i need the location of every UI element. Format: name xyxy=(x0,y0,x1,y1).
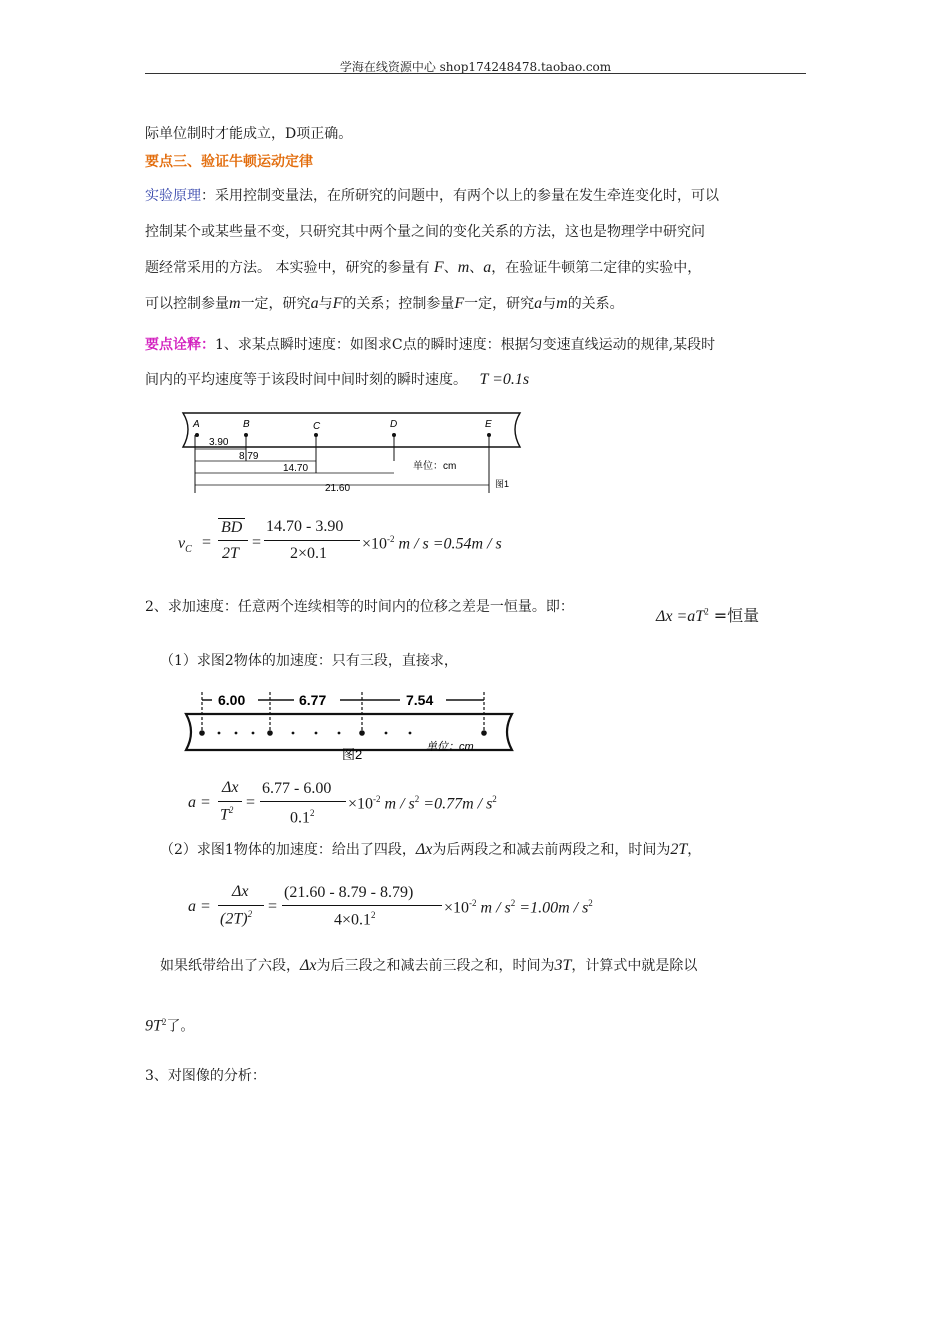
fraction-bar xyxy=(218,905,264,906)
eq-vc-frac1-den: 2T xyxy=(222,545,239,562)
intro-line: 际单位制时才能成立，D项正确。 xyxy=(145,126,353,142)
figure-2-caption: 图2 xyxy=(342,747,363,760)
principle-line-1: 实验原理：采用控制变量法，在所研究的问题中，有两个以上的参量在发生牵连变化时，可以 xyxy=(145,188,719,204)
eq-a1-den1: $T^2$ xyxy=(220,805,234,824)
fraction-bar xyxy=(218,540,248,541)
eq-vc-frac1-num: BD xyxy=(218,518,245,537)
eq-a1-lhs: a = xyxy=(188,794,211,811)
label-b: B xyxy=(243,419,250,430)
six-segments-line-2: $9T^2$了。 xyxy=(145,1017,195,1035)
label-c: C xyxy=(313,421,321,432)
page-header: 学海在线资源中心 shop174248478.taobao.com xyxy=(339,60,612,74)
principle-line-3: 题经常采用的方法。 本实验中，研究的参量有 F、m、a，在验证牛顿第二定律的实验中， xyxy=(145,259,702,276)
eq-a2-num1: Δx xyxy=(232,883,249,900)
principle-label: 实验原理 xyxy=(145,188,201,204)
eq-vc-lhs: $v_C$ xyxy=(178,535,192,556)
period-value: T =0.1s xyxy=(479,371,530,388)
label-d: D xyxy=(390,419,398,430)
explain-line-1: 要点诠释：1、求某点瞬时速度：如图求C点的瞬时速度：根据匀变速直线运动的规律,某段时 xyxy=(145,337,716,353)
label-e: E xyxy=(485,419,492,430)
eq-a2-num2: (21.60 - 8.79 - 8.79) xyxy=(284,884,414,901)
eq-a2-equals: = xyxy=(268,898,278,915)
eq-a1-num2: 6.77 - 6.00 xyxy=(262,780,332,797)
eq-vc-frac2-den: 2×0.1 xyxy=(290,545,328,562)
label-a: A xyxy=(193,419,200,430)
fraction-bar xyxy=(218,801,242,802)
fraction-bar xyxy=(264,540,360,541)
tape-outline xyxy=(183,413,520,447)
eq-vc-frac2-num: 14.70 - 3.90 xyxy=(266,518,344,535)
fig2-intro: （1）求图2物体的加速度：只有三段，直接求， xyxy=(160,653,458,669)
principle-line-2: 控制某个或某些量不变，只研究其中两个量之间的变化关系的方法，这也是物理学中研究问 xyxy=(145,224,705,240)
unit-label: 单位：cm xyxy=(426,741,474,753)
explain-label: 要点诠释： xyxy=(145,337,215,353)
dim-8-79: 8.79 xyxy=(239,451,259,462)
eq-a2-lhs: a = xyxy=(188,898,211,915)
tape-dots xyxy=(199,730,487,736)
principle-line-4: 可以控制参量m一定，研究a与F的关系；控制参量F一定，研究a与m的关系。 xyxy=(145,295,624,312)
fraction-bar xyxy=(282,905,442,906)
figure-1-caption: 图1 xyxy=(495,479,510,489)
eq-a1-den2: $0.1^2$ xyxy=(290,808,315,827)
eq-vc-equals-2: = xyxy=(252,534,262,551)
dim-7-54: 7.54 xyxy=(406,692,434,708)
eq-a1-num1: Δx xyxy=(222,779,239,796)
eq-vc-equals: = xyxy=(202,534,212,551)
six-segments-line: 如果纸带给出了六段，Δx为后三段之和减去前三段之和，时间为3T，计算式中就是除以 xyxy=(160,957,698,974)
fraction-bar xyxy=(260,801,346,802)
point-a xyxy=(195,433,199,437)
eq-vc-tail: $\times 10^{-2}$ m / s =0.54m / s xyxy=(362,534,502,553)
header-divider xyxy=(145,73,806,74)
fig1-intro: （2）求图1物体的加速度：给出了四段，Δx为后两段之和减去前两段之和，时间为2T， xyxy=(160,841,702,858)
eq-a2-tail: $\times 10^{-2}$ $m / s^2 =1.00m / s^2$ xyxy=(444,898,593,917)
eq-a1-equals: = xyxy=(246,794,256,811)
figure-2-tape xyxy=(182,688,517,760)
dim-6-77: 6.77 xyxy=(299,692,327,708)
unit-label: 单位：cm xyxy=(413,461,457,472)
accel-formula: $\Delta x =aT^2$ =恒量 xyxy=(656,606,760,625)
graph-analysis-heading: 3、对图像的分析： xyxy=(145,1068,266,1084)
explain-line-2: 间内的平均速度等于该段时间中间时刻的瞬时速度。 T =0.1s xyxy=(145,371,530,388)
section-title: 要点三、验证牛顿运动定律 xyxy=(145,154,313,170)
dim-14-70: 14.70 xyxy=(283,463,309,474)
dim-21-60: 21.60 xyxy=(325,483,351,494)
eq-a2-den1: $(2T)^2$ xyxy=(220,909,253,928)
dim-6-00: 6.00 xyxy=(218,692,246,708)
dim-3-90: 3.90 xyxy=(209,437,229,448)
eq-a2-den2: $4\times 0.1^2$ xyxy=(334,910,376,929)
eq-a1-tail: $\times 10^{-2}$ $m / s^2 =0.77m / s^2$ xyxy=(348,794,497,813)
accel-line: 2、求加速度：任意两个连续相等的时间内的位移之差是一恒量。即： xyxy=(145,599,574,615)
figure-1-tape xyxy=(175,405,530,495)
